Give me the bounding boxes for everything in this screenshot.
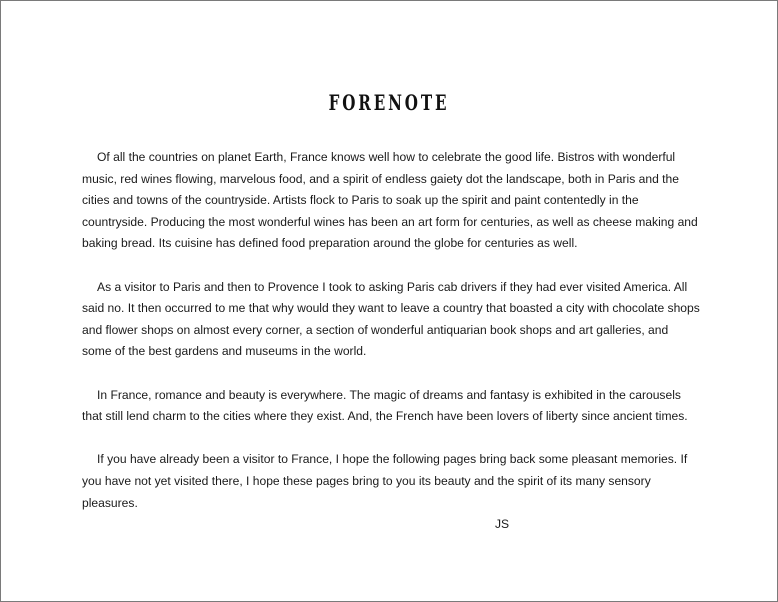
paragraph-2: As a visitor to Paris and then to Provence I took to asking Paris cab drivers if they had ever visited America. All said no. It then occurred to me that why would they want to leave a country that boasted a city with chocolate shops and flower shops on almost every corner, a section of wonderful antiquarian book shops and art galleries, and some of the best gardens and museums in the world. [82,279,700,359]
paragraph-1: Of all the countries on planet Earth, France knows well how to celebrate the good life. Bistros with wonderful music, red wines flowing, marvelous food, and a spirit of endless gaiety dot the landscape, both in Paris and the cities and towns of the countryside. Artists flock to Paris to soak up the spirit and paint contentedly in the countryside. Producing the most wonderful wines has been an art form for centuries, as well as cheese making and baking bread. Its cuisine has defined food preparation around the globe for centuries as well. [82,150,698,251]
paragraph-3: In France, romance and beauty is everywhere. The magic of dreams and fantasy is exhibited in the carousels that still lend charm to the cities where they exist. And, the French have been lovers of liberty since ancient times. [82,387,688,424]
document-body [82,147,700,536]
author-signature: JS [495,517,510,531]
page-title: FORENOTE [328,90,450,115]
paragraph-4: If you have already been a visitor to France, I hope the following pages bring back some pleasant memories. If you have not yet visited there, I hope these pages bring to you its beauty and the spirit of its many sensory pleasures. [82,452,688,510]
